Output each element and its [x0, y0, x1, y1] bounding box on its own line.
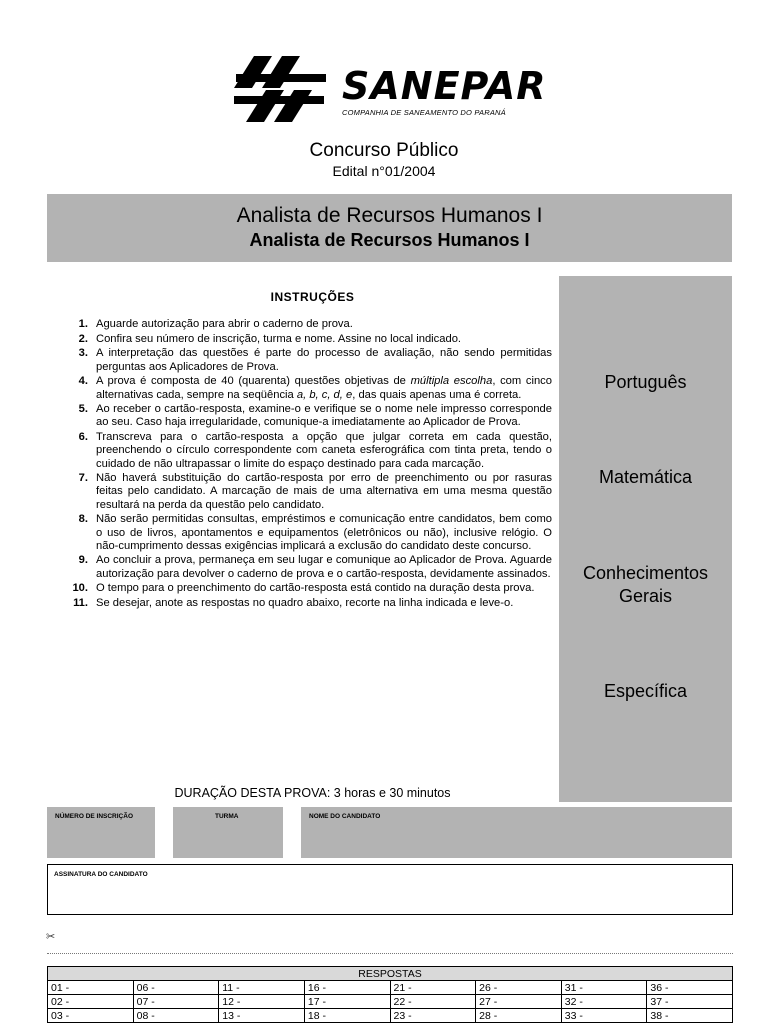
role-title: Analista de Recursos Humanos I	[236, 204, 543, 227]
candidate-name-label: NOME DO CANDIDATO	[309, 813, 381, 820]
role-banner	[47, 194, 732, 262]
registration-number-field[interactable]	[47, 807, 155, 858]
answers-title: RESPOSTAS	[48, 967, 733, 981]
instruction-item: 2. Confira seu número de inscrição, turma e nome. Assine no local indicado.	[78, 332, 462, 345]
scissors-icon: ✂	[46, 931, 56, 943]
class-label: TURMA	[215, 813, 239, 820]
table-row: 03 - 08 - 13 - 18 - 23 - 28 - 33 - 38 -	[48, 1009, 733, 1023]
signature-field[interactable]	[47, 864, 733, 915]
sanepar-logo	[232, 54, 552, 124]
table-row: 02 - 07 - 12 - 17 - 22 - 27 - 32 - 37 -	[48, 995, 733, 1009]
instruction-item: 10. O tempo para o preenchimento do cartão-resposta está contido na duração desta prova.	[72, 582, 535, 595]
table-row: 01 - 06 - 11 - 16 - 21 - 26 - 31 - 36 -	[48, 981, 733, 995]
cut-line	[47, 953, 733, 954]
role-subtitle: Analista de Recursos Humanos I	[249, 230, 530, 250]
instructions-list	[60, 318, 552, 612]
subjects-sidebar	[559, 276, 732, 802]
signature-label: ASSINATURA DO CANDIDATO	[54, 871, 148, 878]
exam-duration: DURAÇÃO DESTA PROVA: 3 horas e 30 minutos	[174, 786, 451, 800]
instruction-item: 4. A prova é composta de 40 (quarenta) questões objetivas de múltipla escolha, com cinco alternativas cada, sempre na seqüência a, b, c, d, e, das quais apenas uma é correta.	[78, 375, 552, 401]
registration-number-label: NÚMERO DE INSCRIÇÃO	[55, 813, 134, 820]
edital-number: Edital n°01/2004	[332, 163, 436, 179]
logo-subtitle: COMPANHIA DE SANEAMENTO DO PARANÁ	[342, 108, 506, 117]
sanepar-mark-icon	[232, 54, 332, 124]
instruction-item: 1. Aguarde autorização para abrir o caderno de prova.	[78, 318, 353, 330]
instruction-item: 3. A interpretação das questões é parte do processo de avaliação, não sendo permitidas perguntas aos Aplicadores de Prova.	[78, 347, 552, 373]
instruction-item: 11. Se desejar, anote as respostas no quadro abaixo, recorte na linha indicada e leve-o.	[73, 597, 514, 610]
contest-title: Concurso Público	[309, 140, 459, 161]
subject-portugues: Português	[604, 372, 687, 392]
subject-matematica: Matemática	[598, 467, 693, 487]
class-field[interactable]	[173, 807, 283, 858]
subject-gerais: Gerais	[618, 586, 672, 606]
instruction-item: 8. Não serão permitidas consultas, empréstimos e comunicação entre candidatos, bem como o uso de livros, apontamentos e equipamentos (eletrônicos ou não), inclusive relógio. O não-cumprimento dessas exigências implicará a exclusão do candidato deste concurso.	[78, 513, 552, 552]
instruction-item: 6. Transcreva para o cartão-resposta a opção que julgar correta em cada questão, preenchendo o círculo correspondente com caneta esferográfica com tinta preta, tendo o cuidado de não ultrapassar o limite do espaço destinado para cada marcação.	[78, 431, 552, 470]
answers-table	[47, 966, 733, 1023]
subject-especifica: Específica	[603, 681, 688, 701]
subject-conhecimentos: Conhecimentos	[582, 563, 709, 583]
logo-wordmark: SANEPAR	[342, 64, 547, 108]
instructions-title: INSTRUÇÕES	[270, 290, 355, 304]
candidate-name-field[interactable]	[301, 807, 732, 858]
instruction-item: 7. Não haverá substituição do cartão-resposta por erro de preenchimento ou por rasuras feitas pelo candidato. A marcação de mais de uma alternativa em uma mesma questão resultará na perda da questão pelo candidato.	[78, 472, 552, 511]
instruction-item: 9. Ao concluir a prova, permaneça em seu lugar e comunique ao Aplicador de Prova. Aguarde autorização para devolver o caderno de prova e o cartão-resposta, devidamente assinados.	[78, 554, 552, 580]
instruction-item: 5. Ao receber o cartão-resposta, examine-o e verifique se o nome nele impresso corresponde ao seu. Caso haja irregularidade, comunique-a imediatamente ao Aplicador de Prova.	[78, 403, 552, 429]
